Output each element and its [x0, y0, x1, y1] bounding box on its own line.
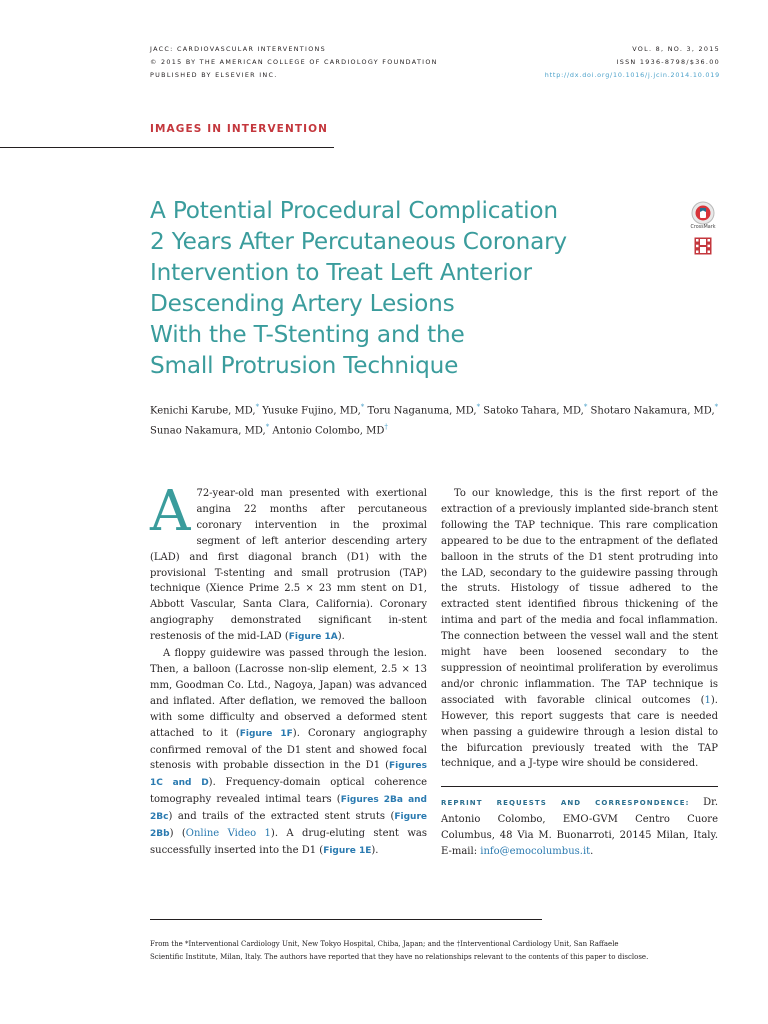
volume-line: VOL. 8, NO. 3, 2015: [632, 45, 720, 53]
title-line: Descending Artery Lesions: [150, 290, 455, 317]
video-link[interactable]: Online Video 1: [185, 828, 271, 840]
reference-link[interactable]: 1: [704, 694, 711, 706]
author-name: Sunao Nakamura, MD,: [150, 425, 266, 437]
journal-header: [150, 43, 438, 82]
affiliation-mark: *: [255, 403, 260, 411]
body-column-right: [441, 486, 718, 860]
author-name: Kenichi Karube, MD,: [150, 405, 256, 417]
doi-link[interactable]: http://dx.doi.org/10.1016/j.jcin.2014.10.019: [544, 71, 720, 79]
author-name: Shotaro Nakamura, MD,: [590, 405, 715, 417]
journal-name: JACC: CARDIOVASCULAR INTERVENTIONS: [150, 45, 326, 53]
video-icon[interactable]: [694, 237, 712, 255]
title-line: Small Protrusion Technique: [150, 352, 459, 379]
publisher-line: PUBLISHED BY ELSEVIER INC.: [150, 71, 278, 79]
figure-link[interactable]: Figure 2Bb: [150, 812, 427, 840]
copyright-line: © 2015 BY THE AMERICAN COLLEGE OF CARDIOLOGY FOUNDATION: [150, 58, 438, 66]
author-list: [150, 399, 720, 440]
title-line: 2 Years After Percutaneous Coronary: [150, 228, 567, 255]
crossmark-icon: [688, 201, 718, 225]
figure-link[interactable]: Figure 1A: [288, 632, 338, 643]
affiliation-mark: *: [714, 403, 719, 411]
title-line: A Potential Procedural Complication: [150, 197, 558, 224]
body-paragraph: A floppy guidewire was passed through the lesion. Then, a balloon (Lacrosse non-slip element, 2.5 × 13 mm, Goodman Co. Ltd., Nagoya, Japan) was advanced and inflated. After deflation, we removed the balloon with some difficulty and observed a deformed stent attached to it (Figure 1F). Coronary angiography confirmed removal of the D1 stent and showed focal stenosis with probable dissection in the D1 (Figures 1C and D). Frequency-domain optical coherence tomography revealed intimal tears (Figures 2Ba and 2Bc) and trails of the extracted stent struts (Figure 2Bb) (Online Video 1). A drug-eluting stent was successfully inserted into the D1 (Figure 1E).: [150, 648, 428, 856]
author-name: Yusuke Fujino, MD,: [262, 405, 361, 417]
affiliation-footnote: From the *Interventional Cardiology Unit, New Tokyo Hospital, Chiba, Japan; and the †Interventional Cardiology Unit, San Raffaele Scientific Institute, Milan, Italy. The authors have reported that they have no relationships relevant to the contents of this paper to disclose.: [150, 940, 649, 962]
article-title: [150, 195, 670, 381]
issue-info: [545, 43, 720, 82]
affiliation-mark: *: [476, 403, 481, 411]
crossmark-label: CrossMark: [690, 225, 716, 230]
body-paragraph: A 72-year-old man presented with exertional angina 22 months after percutaneous coronary intervention in the proximal segment of left anterior descending artery (LAD) and first diagonal branch (D1) with the provisional T-stenting and small protrusion (TAP) technique (Xience Prime 2.5 × 23 mm stent on D1, Abbott Vascular, Santa Clara, California). Coronary angiography demonstrated significant in-stent restenosis of the mid-LAD (Figure 1A).: [150, 479, 427, 643]
figure-link[interactable]: Figure 1E: [323, 845, 372, 856]
affiliation-mark: *: [360, 403, 365, 411]
title-line: Intervention to Treat Left Anterior: [150, 259, 532, 286]
author-name: Toru Naganuma, MD,: [367, 405, 477, 417]
figure-link[interactable]: Figures 1C and D: [150, 761, 427, 789]
issn-line: ISSN 1936-8798/$36.00: [616, 58, 720, 66]
figure-link[interactable]: Figures 2Ba and 2Bc: [150, 795, 427, 823]
title-line: With the T-Stenting and the: [150, 321, 465, 348]
affiliation-mark: *: [583, 403, 588, 411]
drop-cap: A: [150, 479, 191, 544]
footnote-divider: [150, 919, 542, 920]
section-divider: [0, 147, 334, 148]
body-column-left: [150, 479, 428, 860]
affiliation-mark: *: [265, 423, 270, 432]
body-paragraph: To our knowledge, this is the first report of the extraction of a previously implanted side-branch stent following the TAP technique. This rare complication appeared to be due to the entrapment of the deflated balloon in the struts of the D1 stent protruding into the LAD, secondary to the guidewire passing through the struts. Histology of tissue adhered to the extracted stent identified fibrous thickening of the intima and part of the media and focal inflammation. The connection between the vessel wall and the stent might have been loosened secondary to the suppression of neointimal proliferation by everolimus and/or chronic inflammation. The TAP technique is associated with favorable clinical outcomes (1). However, this report suggests that care is needed when passing a guidewire through a lesion distal to the bifurcation previously treated with the TAP technique, and a J-type wire should be considered.: [441, 488, 718, 770]
section-label: IMAGES IN INTERVENTION: [150, 123, 329, 135]
author-name: Satoko Tahara, MD,: [483, 405, 584, 417]
email-link[interactable]: info@emocolumbus.it: [480, 846, 591, 858]
figure-link[interactable]: Figure 1F: [239, 728, 293, 739]
reprint-label: REPRINT REQUESTS AND CORRESPONDENCE:: [441, 799, 690, 808]
author-name: Antonio Colombo, MD: [272, 425, 385, 437]
reprint-divider: [441, 786, 718, 787]
crossmark-badge[interactable]: [688, 201, 718, 229]
reprint-info: REPRINT REQUESTS AND CORRESPONDENCE: Dr. Antonio Colombo, EMO-GVM Centro Cuore Columbus, 48 Via M. Buonarroti, 20145 Milan, Italy. E-mail: info@emocolumbus.it.: [441, 797, 718, 858]
affiliation-mark: †: [384, 423, 388, 432]
